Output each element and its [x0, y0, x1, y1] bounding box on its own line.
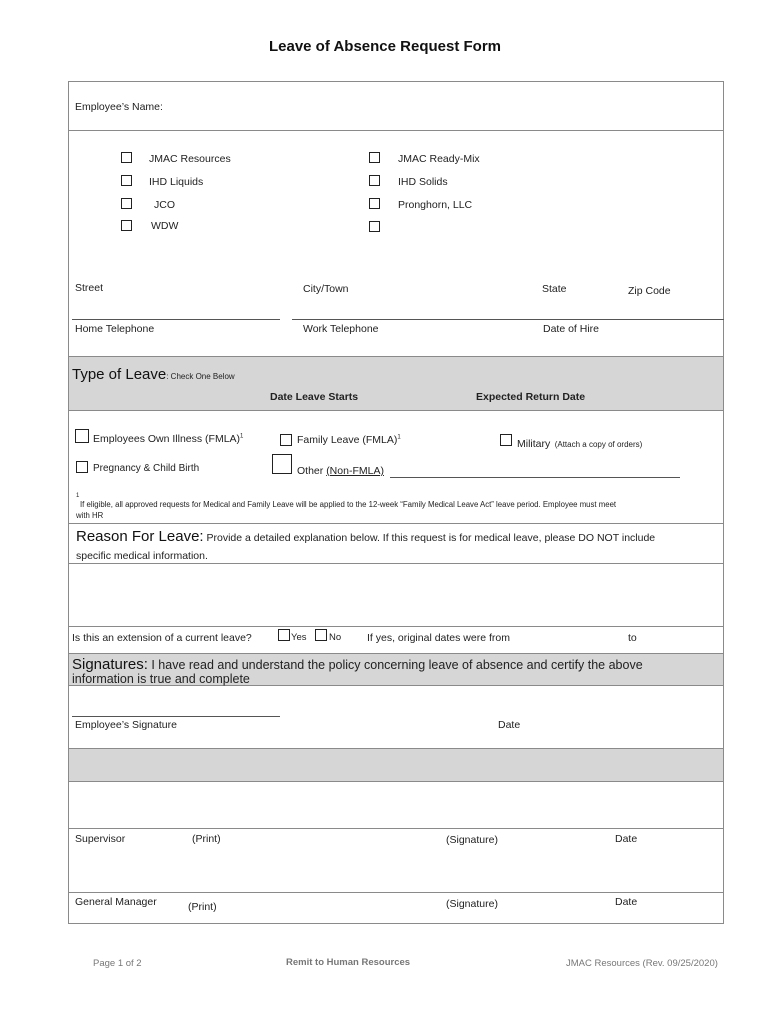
- original-dates-label: If yes, original dates were from: [367, 632, 510, 644]
- other-label: Other: [297, 465, 324, 477]
- employee-date-label: Date: [498, 719, 521, 731]
- reason-heading: [76, 528, 655, 546]
- type-of-leave-title: Type of Leave: [72, 366, 167, 383]
- military-option: [517, 434, 642, 452]
- employee-name-label: Employee’s Name:: [75, 101, 163, 113]
- extension-yes-label: Yes: [291, 632, 307, 643]
- extension-yes-checkbox[interactable]: [278, 629, 290, 641]
- fmla-footnote-cont: with HR: [76, 511, 104, 520]
- gm-label: General Manager: [75, 896, 157, 908]
- company-checkbox-blank[interactable]: [369, 221, 380, 232]
- footnote-mark: 1: [240, 433, 244, 440]
- home-phone-label: Home Telephone: [75, 323, 155, 335]
- other-non-fmla: (Non-FMLA): [326, 465, 384, 477]
- other-option: [297, 465, 384, 477]
- date-leave-starts-label: Date Leave Starts: [270, 391, 359, 403]
- extension-no-checkbox[interactable]: [315, 629, 327, 641]
- city-label: City/Town: [303, 283, 349, 295]
- type-of-leave-heading: [72, 366, 235, 384]
- reason-instructions: Provide a detailed explanation below. If this request is for medical leave, please DO NOT include: [203, 532, 656, 544]
- expected-return-label: Expected Return Date: [476, 391, 586, 403]
- street-underline: [72, 319, 280, 320]
- company-label: IHD Solids: [398, 176, 448, 188]
- divider: [68, 523, 724, 524]
- company-label: JMAC Ready-Mix: [398, 153, 480, 165]
- street-label: Street: [75, 282, 104, 294]
- fmla-footnote: If eligible, all approved requests for Medical and Family Leave will be applied to the 12-week “Family Medical Leave Act” leave period. Employee must meet: [80, 500, 617, 509]
- signatures-statement-cont: information is true and complete: [72, 672, 250, 686]
- company-label: WDW: [151, 220, 179, 232]
- supervisor-label: Supervisor: [75, 833, 126, 845]
- reason-instructions-cont: specific medical information.: [76, 550, 208, 562]
- state-label: State: [542, 283, 567, 295]
- reason-title: Reason For Leave:: [76, 528, 204, 545]
- family-leave-checkbox[interactable]: [280, 434, 292, 446]
- own-illness-label: Employees Own Illness (FMLA): [93, 433, 241, 445]
- approval-band: [69, 749, 723, 781]
- remit-note: Remit to Human Resources: [286, 957, 411, 968]
- work-phone-label: Work Telephone: [303, 323, 379, 335]
- pregnancy-checkbox[interactable]: [76, 461, 88, 473]
- divider: [68, 563, 724, 564]
- divider: [68, 828, 724, 829]
- page-number: Page 1 of 2: [93, 958, 142, 969]
- pregnancy-label: Pregnancy & Child Birth: [93, 463, 200, 474]
- company-label: IHD Liquids: [149, 176, 204, 188]
- footnote-number: 1: [76, 493, 80, 499]
- reason-text-area[interactable]: [70, 565, 722, 625]
- family-leave-label: Family Leave (FMLA): [297, 434, 398, 446]
- employee-signature-line[interactable]: [72, 716, 280, 717]
- company-checkbox-pronghorn[interactable]: [369, 198, 380, 209]
- extension-question: Is this an extension of a current leave?: [72, 632, 252, 644]
- company-checkbox-jco[interactable]: [121, 198, 132, 209]
- own-illness-option: [93, 433, 243, 445]
- own-illness-checkbox[interactable]: [75, 429, 89, 443]
- divider: [68, 892, 724, 893]
- extension-no-label: No: [329, 632, 342, 643]
- gm-date-label: Date: [615, 896, 638, 908]
- military-checkbox[interactable]: [500, 434, 512, 446]
- family-leave-option: [297, 434, 401, 446]
- supervisor-print-label: (Print): [192, 833, 221, 845]
- city-underline: [292, 319, 724, 320]
- divider: [68, 130, 724, 131]
- company-checkbox-jmac-ready-mix[interactable]: [369, 152, 380, 163]
- divider: [68, 781, 724, 782]
- company-label: JCO: [154, 199, 175, 211]
- employee-signature-label: Employee’s Signature: [75, 719, 177, 731]
- supervisor-date-label: Date: [615, 833, 638, 845]
- form-title: Leave of Absence Request Form: [268, 38, 501, 55]
- other-checkbox[interactable]: [272, 454, 292, 474]
- military-note: (Attach a copy of orders): [554, 440, 643, 449]
- zip-label: Zip Code: [628, 285, 671, 297]
- gm-print-label: (Print): [188, 901, 217, 913]
- company-checkbox-jmac-resources[interactable]: [121, 152, 132, 163]
- type-of-leave-note: : Check One Below: [166, 372, 235, 381]
- divider: [68, 410, 724, 411]
- gm-signature-label: (Signature): [446, 898, 498, 910]
- company-checkbox-ihd-solids[interactable]: [369, 175, 380, 186]
- other-underline: [390, 477, 680, 478]
- company-checkbox-wdw[interactable]: [121, 220, 132, 231]
- company-label: Pronghorn, LLC: [398, 199, 473, 211]
- military-label: Military: [517, 438, 551, 450]
- company-checkbox-ihd-liquids[interactable]: [121, 175, 132, 186]
- hire-date-label: Date of Hire: [543, 323, 600, 335]
- signatures-statement: I have read and understand the policy concerning leave of absence and certify the above: [147, 658, 643, 672]
- revision-note: JMAC Resources (Rev. 09/25/2020): [566, 958, 718, 969]
- footnote-mark: 1: [397, 434, 401, 441]
- divider: [68, 626, 724, 627]
- to-label: to: [628, 632, 637, 644]
- supervisor-signature-label: (Signature): [446, 834, 498, 846]
- company-label: JMAC Resources: [149, 153, 231, 165]
- signatures-title: Signatures:: [72, 656, 148, 673]
